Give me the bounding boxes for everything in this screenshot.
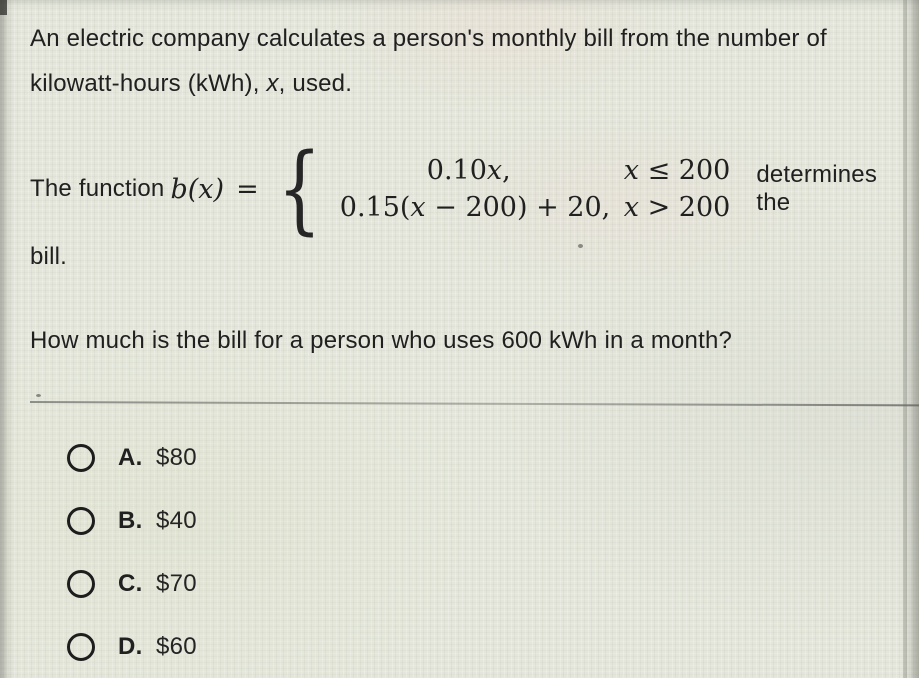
radio-button-option-a[interactable] [67,444,95,472]
problem-statement [30,16,885,106]
option-c[interactable] [67,569,885,599]
case1-expression: 0.10x, [426,155,511,186]
radio-button-option-d[interactable] [67,633,95,661]
piecewise-function-row [30,133,885,245]
radio-button-option-b[interactable] [67,507,95,535]
problem-statement-part2: , used. [278,70,353,97]
equals-sign: = [236,173,259,205]
case1-condition: x ≤ 200 [623,155,731,186]
option-a-letter: A. [118,444,143,471]
question-text: How much is the bill for a person who uses 600 kWh in a month? [30,327,733,354]
problem-statement-part1: An electric company calculates a person's monthly bill from the number of kilowatt-hours (kWh), [30,25,827,97]
option-c-value: $70 [156,570,197,597]
case2-expression: 0.15(x − 200) + 20, [339,192,611,223]
answer-options [30,443,885,662]
option-d-letter: D. [118,633,143,660]
left-brace: { [277,133,322,245]
variable-x: x [266,70,279,97]
piecewise-cases [340,155,731,223]
option-b[interactable] [67,506,885,536]
function-intro-text: The function [30,175,165,202]
case2-condition: x > 200 [623,192,731,223]
function-outro-text: determines the [756,161,878,216]
option-d[interactable] [67,632,885,662]
function-name: b(x) [170,173,225,205]
option-c-letter: C. [118,570,143,597]
function-outro-continuation: bill. [30,243,68,270]
option-a-value: $80 [156,444,197,471]
option-b-letter: B. [118,507,143,534]
option-a[interactable] [67,443,885,473]
option-d-value: $60 [156,633,197,660]
divider-line [30,401,919,406]
option-b-value: $40 [156,507,197,534]
radio-button-option-c[interactable] [67,570,95,598]
